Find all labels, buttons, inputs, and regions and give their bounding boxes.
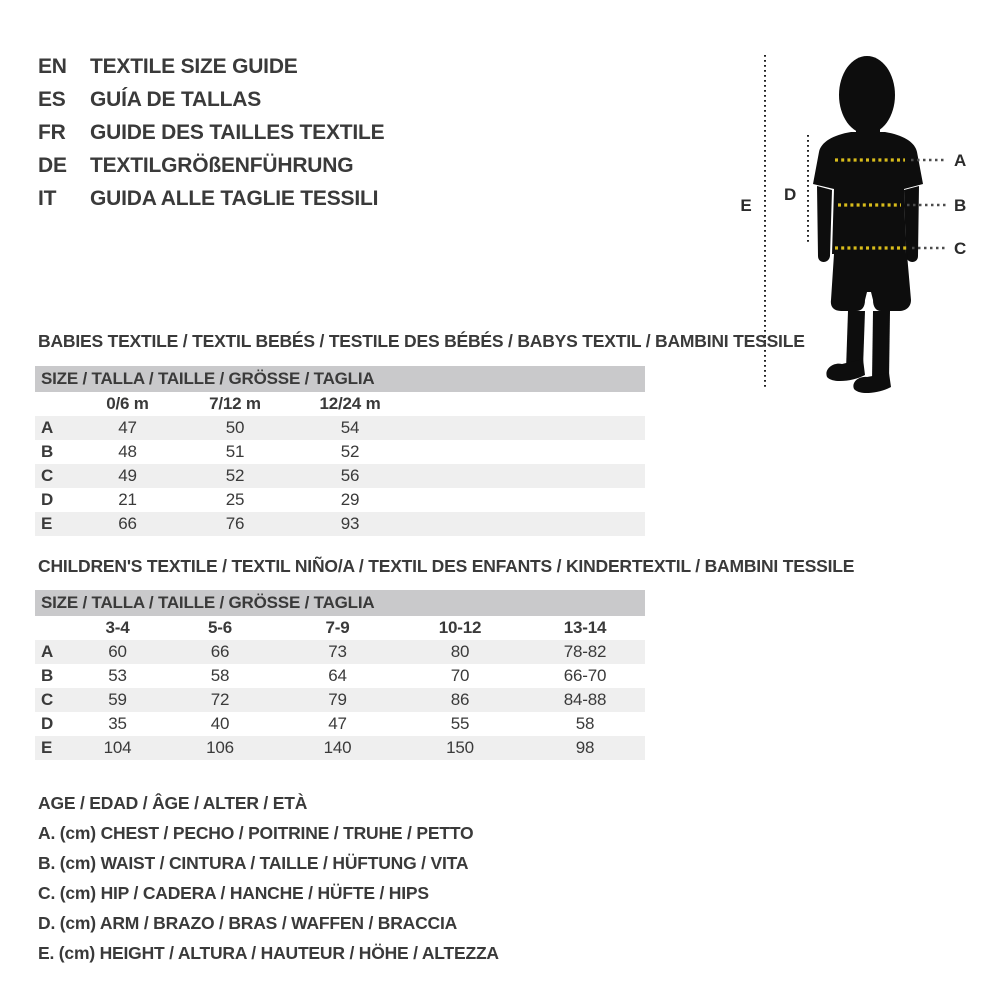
children-size-table [35, 590, 645, 760]
empty-corner-cell [35, 616, 75, 640]
silhouette-shorts [831, 254, 911, 311]
children-size-header: SIZE / TALLA / TAILLE / GRÖSSE / TAGLIA [35, 590, 645, 616]
language-title: GUIDE DES TAILLES TEXTILE [90, 120, 385, 144]
value-cell: 150 [446, 738, 474, 757]
column-header: 7/12 m [209, 394, 261, 413]
column-header: 3-4 [105, 618, 130, 637]
filler-cell [410, 440, 645, 464]
table-row [35, 640, 645, 664]
language-code: EN [38, 54, 67, 78]
language-row-en [38, 50, 384, 83]
value-cell: 35 [108, 714, 127, 733]
value-cell: 93 [340, 514, 360, 533]
table-row [35, 688, 645, 712]
silhouette-right-arm [904, 186, 919, 262]
language-title-list [38, 50, 384, 215]
row-label: D [41, 490, 54, 509]
value-cell: 47 [328, 714, 347, 733]
row-label: B [41, 442, 54, 461]
value-cell: 59 [108, 690, 127, 709]
measurement-legend [38, 788, 499, 968]
language-code: ES [38, 87, 66, 111]
value-cell: 52 [340, 442, 360, 461]
value-cell: 54 [340, 418, 360, 437]
silhouette-right-leg [872, 311, 890, 381]
row-label: C [41, 466, 54, 485]
language-code: FR [38, 120, 66, 144]
language-code: IT [38, 186, 57, 210]
filler-cell [410, 416, 645, 440]
value-cell: 52 [225, 466, 245, 485]
value-cell: 64 [328, 666, 347, 685]
label-height-e: E [740, 196, 752, 215]
value-cell: 60 [108, 642, 127, 661]
value-cell: 47 [118, 418, 137, 437]
value-cell: 48 [118, 442, 137, 461]
value-cell: 21 [118, 490, 137, 509]
value-cell: 29 [340, 490, 360, 509]
column-header: 5-6 [208, 618, 232, 637]
row-label: A [41, 418, 54, 437]
language-title: GUIDA ALLE TAGLIE TESSILI [90, 186, 379, 210]
label-hip-c: C [954, 239, 967, 258]
language-title: GUÍA DE TALLAS [90, 87, 262, 111]
row-label: A [41, 642, 54, 661]
value-cell: 40 [210, 714, 230, 733]
babies-size-table [35, 366, 645, 536]
value-cell: 78-82 [563, 642, 607, 661]
value-cell: 58 [210, 666, 230, 685]
row-label: E [41, 738, 53, 757]
value-cell: 51 [225, 442, 245, 461]
value-cell: 80 [450, 642, 470, 661]
value-cell: 66 [118, 514, 137, 533]
value-cell: 66 [210, 642, 230, 661]
language-title: TEXTILE SIZE GUIDE [90, 54, 298, 78]
table-row [35, 464, 645, 488]
filler-cell [410, 488, 645, 512]
value-cell: 53 [108, 666, 127, 685]
column-header: 12/24 m [319, 394, 381, 413]
column-header: 7-9 [325, 618, 350, 637]
silhouette-left-foot [826, 359, 865, 381]
filler-cell [410, 512, 645, 536]
column-header: 13-14 [563, 618, 607, 637]
children-column-header-row [35, 616, 645, 640]
legend-age-line: AGE / EDAD / ÂGE / ALTER / ETÀ [38, 793, 308, 813]
column-header: 10-12 [438, 618, 482, 637]
filler-cell [410, 392, 645, 416]
empty-corner-cell [35, 392, 75, 416]
value-cell: 70 [450, 666, 470, 685]
table-row [35, 664, 645, 688]
legend-waist-line: B. (cm) WAIST / CINTURA / TAILLE / HÜFTUNG / VITA [38, 853, 469, 873]
language-code: DE [38, 153, 67, 177]
label-waist-b: B [954, 196, 967, 215]
value-cell: 76 [225, 514, 245, 533]
legend-arm-line: D. (cm) ARM / BRAZO / BRAS / WAFFEN / BRACCIA [38, 913, 458, 933]
babies-section-title: BABIES TEXTILE / TEXTIL BEBÉS / TESTILE DES BÉBÉS / BABYS TEXTIL / BAMBINI TESSILE [38, 331, 805, 351]
value-cell: 140 [323, 738, 352, 757]
language-row-de [38, 149, 384, 182]
table-row [35, 440, 645, 464]
language-row-es [38, 83, 384, 116]
children-section-title: CHILDREN'S TEXTILE / TEXTIL NIÑO/A / TEXTIL DES ENFANTS / KINDERTEXTIL / BAMBINI TESSILE [38, 556, 855, 576]
table-row [35, 416, 645, 440]
row-label: C [41, 690, 54, 709]
value-cell: 104 [103, 738, 132, 757]
label-chest-a: A [954, 151, 967, 170]
filler-cell [410, 464, 645, 488]
table-row [35, 712, 645, 736]
table-row [35, 488, 645, 512]
value-cell: 50 [225, 418, 245, 437]
value-cell: 25 [225, 490, 245, 509]
value-cell: 86 [450, 690, 470, 709]
child-silhouette [813, 56, 923, 393]
legend-height-line: E. (cm) HEIGHT / ALTURA / HAUTEUR / HÖHE / ALTEZZA [38, 943, 499, 963]
value-cell: 72 [210, 690, 230, 709]
silhouette-left-arm [817, 186, 832, 262]
value-cell: 106 [206, 738, 234, 757]
babies-column-header-row [35, 392, 645, 416]
value-cell: 58 [575, 714, 595, 733]
value-cell: 79 [328, 690, 347, 709]
label-arm-d: D [783, 185, 797, 204]
legend-hip-line: C. (cm) HIP / CADERA / HANCHE / HÜFTE / HIPS [38, 883, 429, 903]
language-row-fr [38, 116, 384, 149]
value-cell: 56 [340, 466, 360, 485]
value-cell: 55 [450, 714, 470, 733]
column-header: 0/6 m [106, 394, 149, 413]
value-cell: 66-70 [563, 666, 607, 685]
row-label: B [41, 666, 54, 685]
value-cell: 73 [328, 642, 347, 661]
language-title: TEXTILGRÖßENFÜHRUNG [90, 153, 354, 177]
table-row [35, 736, 645, 760]
value-cell: 49 [118, 466, 137, 485]
table-row [35, 512, 645, 536]
row-label: E [41, 514, 53, 533]
row-label: D [41, 714, 54, 733]
babies-size-header: SIZE / TALLA / TAILLE / GRÖSSE / TAGLIA [35, 366, 645, 392]
value-cell: 84-88 [563, 690, 607, 709]
language-row-it [38, 182, 384, 215]
value-cell: 98 [575, 738, 595, 757]
legend-chest-line: A. (cm) CHEST / PECHO / POITRINE / TRUHE / PETTO [38, 823, 474, 843]
